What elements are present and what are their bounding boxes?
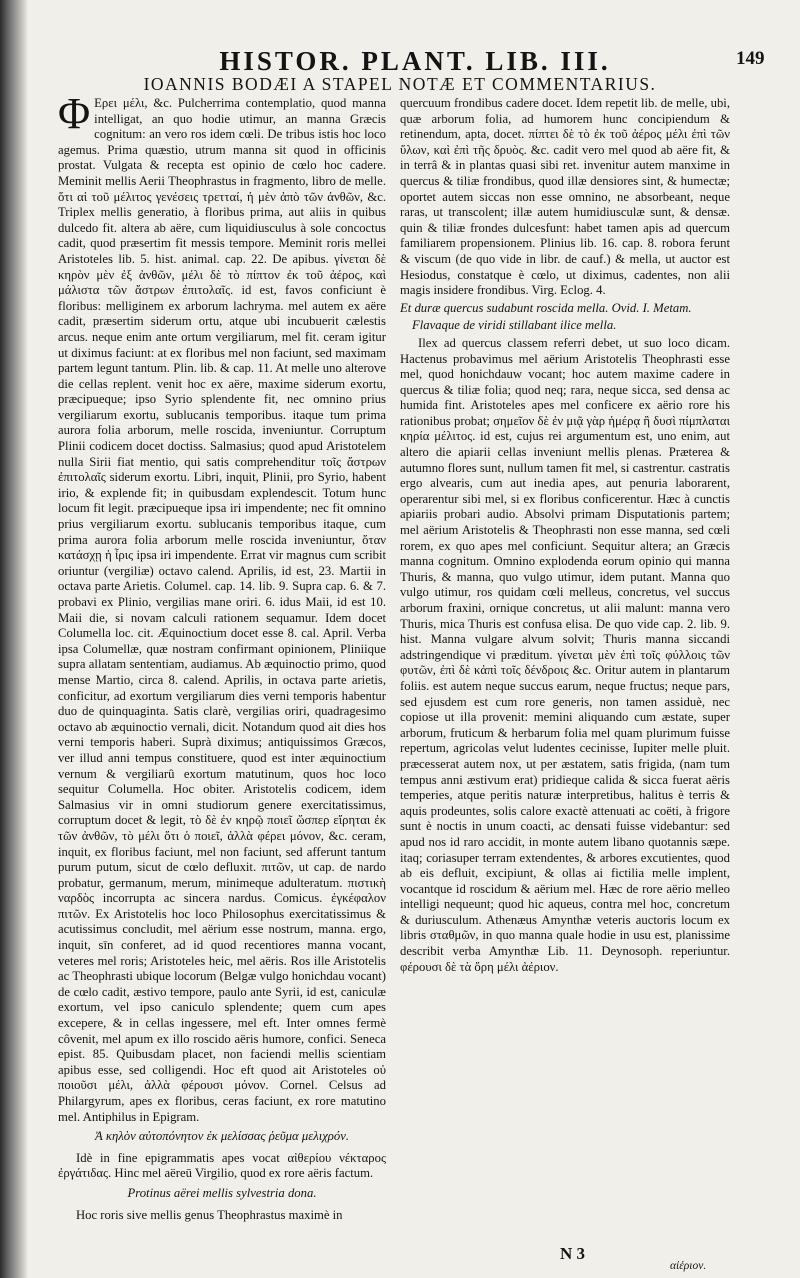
signature-mark: N 3 [560, 1244, 586, 1263]
paragraph: quercuum frondibus cadere docet. Idem repetit lib. de melle, ubi, quæ arborum folia, ad humorem hunc concipiendum & retinendum, apta, docet. πίπτει δὲ τὸ ἐκ τοῦ ἀέρος μέλι ἐπὶ τῶν ὕλων, καὶ ἐπὶ τῆς δρυὸς. &c. cadit vero mel quod ab aëre fit, & in terrâ & in plantas quasi sibi ret. invenitur autem manxime in quercus & tiliæ frondibus, quod illæ densiores sint, & humectæ; oportet autem siccas non esse omnino, ne absorbeant, neque raras, ut transcolent; illæ autem humidiusculæ sunt, & densæ. quin & tiliæ frondes dulcesfunt: habet tamen apis ad quercum familiarem propensionem. Plinius lib. 16. cap. 8. robora ferunt & viscum (de quo vide in libr. de cauf.) & mella, ut auctor est Hesiodus, constatque è cœlo, ut diximus, cadentes, non alii magis insidere frondibus. Virg. Eclog. 4. [400, 96, 730, 298]
paragraph [58, 89, 386, 1125]
running-head: HISTOR. PLANT. LIB. III. [219, 46, 611, 76]
paragraph: Idè in fine epigrammatis apes vocat αἰθερίου νέκταρος ἐργάτιδας. Hinc mel aëreū Virgilio, quod ex rore aëris factum. [58, 1150, 386, 1181]
page-number: 149 [736, 48, 765, 69]
verse-quote: Et duræ quercus sudabunt roscida mella. Ovid. I. Metam. [400, 300, 692, 315]
paragraph: Ilex ad quercus classem referri debet, ut suo loco dicam. Hactenus probavimus mel aërium Aristotelis Theophrasti esse mel, quod honichdauw vocant; hoc autem maxime cadere in quercus & tiliæ folia; quod neq; rara, neque sicca, sed densa ac humida fint. Aristoteles apes mel conficere ex aërio rore his rationibus probat; σημεῖον δὲ ἐν μιᾷ γὰρ ἡμέρᾳ ἢ δυσὶ πίμπλαται κηρία μέλιτος. id est, cujus rei argumentum est, uno enim, aut altero die apiarii cellas inveniunt mellis plenas. Præterea & autumno flores sunt, nullum tamen fit mel, si castrentur. castratis ergo alvearis, cum aut inedia apes, aut penuria laborarent, operarentur sibi mel, si ex floribus conficerentur. Hæc à cunctis apiariis probari audio. Absolvi primam Disputationis partem; mel aërium Aristotelis & Theophrasti non esse manna, sed cœli rorem, ex quo apes mel conficiunt. Sequitur altera; an Græcis manna cognitum. Omnino explodenda eorum opinio qui manna Thuris, & manna, quo vulgo utimur, idem putant. Manna quo vulgo utimur, ros quidam cœli melleus, concretus, vel succus arborum fraxini, ornique concretus, ut alii malunt: manna vero Thuris, mica Thuris est confusa elisa. De quo vide cap. 2. lib. 9. hist. Manna vulgare alvum solvit; Thuris manna siccandi adstringendique vi præditum. γίνεται μὲν ἐπὶ τοῖς φύλλοις τῶν φυτῶν, ἐπὶ δὲ κἀπὶ τοῖς δένδροις &c. Oritur autem in plantarum foliis. est autem neque succus earum, neque fructus; neque pars, sed ejusdem est cum rore generis, non tamen assiduè, nec copiose ut illa provenit: memini aliquando cum æstate, super arborum, fruticum & herbarum folia mel quam plurimum fuisse repertum, agricolas velut ludentes cecinisse, Iupiter melle pluit. præcesserat autem nox, ut per æstatem, satis frigida, (nam tum tempus anni æstivum erat) pridieque calida & sicca fuerat aëris temperies, atque peritis naturæ interpretibus, halitus è terris & aquis prodeuntes, solis calore exactè attenuati ac coëti, à frigore sunt è noctis in unum coacti, ac densati fuisse videbantur: sed apud nos id raro accidit, in monte autem libano quotannis sæpe. itaq; coriasuper terram extendentes, & arbores excutientes, quod ab eis defluit, excipiunt, & ollas ai fictilia melle implent, vocantque id roscidum & aërium mel. Hæc de rore aërio melleo intelligi nequeunt; quod hic aqueus, contra mel hoc, concretum & duriusculum. Athenæus Amynthæ veteris auctoris locum ex libris σταθμῶν, in quo manna quale hodie in usu est, planissime describit verba Amynthæ Lib. 11. Deynosoph. reperiuntur. φέρουσι δὲ τὰ ὄρη μέλι ἀέριον. [400, 335, 730, 974]
right-column [400, 96, 730, 975]
left-column [58, 89, 386, 1223]
epigram-quote: Ἀ κηλὸν αὐτοπόνητον ἐκ μελίσσας ῥεῦμα μελιχρόν. [94, 1129, 350, 1144]
paragraph-text: Ερει μέλι, &c. Pulcherrima contemplatio, quod manna intelligat, an quo hodie utimur, an manna Græcis cognitum: an vero ros idem cœli. De tribus istis hoc loco agemus. Prima quæstio, utrum manna sit quod in officinis prostat. Vulgata & recepta est opinio de cœlo hoc cadere. Meminit mellis Aerii Theophrastus in fragmento, libro de melle. ὅτι αἱ τοῦ μέλιτος γενέσεις τρετταί, ἡ μὲν ἀπὸ τῶν ἀνθῶν, &c. Triplex mellis generatio, à floribus prima, aut aliis in quibus dulcedo fit. altera ab aëre, cum liquidiusculus à sole concoctus cadit, quod præsertim fit messis tempore. Meminit roris mellei Aristoteles lib. 5. hist. animal. cap. 22. De apibus. γίνεται δὲ κηρὸν μὲν ἐξ ἀνθῶν, μέλι δὲ τὸ πίπτον ἐκ τοῦ ἀέρος, καὶ μάλιστα τῶν ἄστρων ἐπιτολαῖς. id est, favos conficiunt è floribus: melliginem ex arborum lachryma. mel autem ex aëre cadit, præsertim siderum ortu, atque ubi incubuerit cælestis arcus. neque enim ante ortum vergiliarum, mel fit. ceram igitur ut diximus faciunt: at ex floribus mel non faciunt, sed maximam partem legunt tantum. Plin. lib. & cap. 11. At melle uno alterove die cellas replent. venit hoc ex aëre, maxime siderum exortu, præcipueque; ipso Syrio splendente fit, nec omnino prius vergiliarum exortu, sublucanis temporibus. itaque tum prima aurora folia arborum, melle roscida, inveniuntur. Corruptum Plinii codicem docet doctiss. Salmasius; quod apud Aristotelem nulla Sirii fiat mentio, qui satis comprehenditur τοῖς ἄστρων ἐπιτολαῖς siderum exortu. Libri, inquit, Plinii, pro Syrio, habent irio, & explende fit; in quibusdam explendescit. Totum hunc locum fit legit. præcipueque ipsa iri impendente; nec fit omnino prius vergiliarum exortu. sublucanis temporibus itaque, cum prima aurora folia arborum melle roscida inveniuntur, ὅταν κατάσχῃ ἡ ἶρις ipsa iri impendente. Errat vir magnus cum scribit oriuntur (vergiliæ) octavo calend. Aprilis, id est, 23. Martii in octava parte Arietis. Columel. cap. 14. lib. 9. Supra cap. 6. & 7. probavi ex Plinio, vergilias mane oriri. 6. idus Maii, id est 10. Maii die, si novam calculi rationem sequamur. Idem docet Columella loc. cit. Æquinoctium docet esse 8. cal. April. Verba ipsa Columellæ, quæ nostram confirmant opinionem, Pliniique supra allatam sententiam, audiamus. Ab æquinoctio primo, quod mense Martio, circa 8. calend. Aprilis, in octava parte arietis, conficitur, ad exortum vergiliarum dies verni temporis habentur duo de quinquaginta. Satis clarè, vergilias oriri, quadragesimo octavo ab æquinoctio vernali, dicit. Notandum quod ait dies hos verni temporis haberi. Suprà diximus; antiquissimos Græcos, ver illud anni tempus constituere, quod est inter æquinoctium vernum & vergiliarû exortum matutinum, quos hoc loco sequitur Columella. Hoc obiter. Aristotelis codicem, idem Salmasius vir in omni studiorum genere exercitatissimus, corruptum docet & legit, τὸ δὲ ἐν κηρῷ ποιεῖ ὥσπερ εἴρηται ἐκ τῶν ἀνθῶν, τὸ μέλι ὅτι ὁ ποιεῖ, ἀλλὰ φέρει μόνον, &c. ceram, inquit, ex floribus faciunt, mel non faciunt, sed afferunt tantum purum putum, sicut de cœlo defluxit. πιτῶν, ut cap. de nardo probatur, germanum, merum, minimeque adulteratum. πιστικὴ ναρδὸς incorrupta ac sincera nardus. Comicus. ἐγκέφαλον πιτῶν. Ex Aristotelis hoc loco Philosophus exercitatissimus & acutissimus concludit, mel aërium esse nostrum, manna. ergo, inquit, sīn conferet, ad id quod recentiores manna vocant, veteres mel roris; Aristoteles heic, mel aëris. Ros ille Aristotelis ac Theophrasti ubique locorum (Belgæ vulgo honichdau vocant) de cœlo cadit, æstivo tempore, paulo ante Syrii, id est, caniculæ exortum, vel ipso caniculo splendente; quem cum apes excepere, & in cellas ingessere, mel eft. Inter omnes fermè côvenit, mel apum ex illo roscido aëris humore, confici. Seneca epist. 85. Quibusdam placet, non faciendi mellis scientiam apibus esse, sed colligendi. Hoc eft quod ait Aristoteles οὐ ποιοῦσι μέλι, ἀλλὰ φέρουσι μόνον. Cornel. Celsus ad Philargyrum, apes ex floribus, ceras faciunt, ex rore matutino mel. Antiphilus in Epigram. [58, 96, 386, 1124]
verse-quote: Protinus aërei mellis sylvestria dona. [127, 1185, 317, 1200]
verse-quote: Flavaque de viridi stillabant ilice mella. [412, 318, 617, 333]
paragraph: Hoc roris sive mellis genus Theophrastus maximè in [76, 1207, 343, 1222]
chapter-subtitle: IOANNIS BODÆI A STAPEL NOTÆ ET COMMENTARIUS. [143, 74, 657, 94]
catchword: αἰέριον. [670, 1260, 707, 1272]
binding-gutter [0, 0, 28, 1278]
drop-cap: Φ [58, 89, 91, 138]
